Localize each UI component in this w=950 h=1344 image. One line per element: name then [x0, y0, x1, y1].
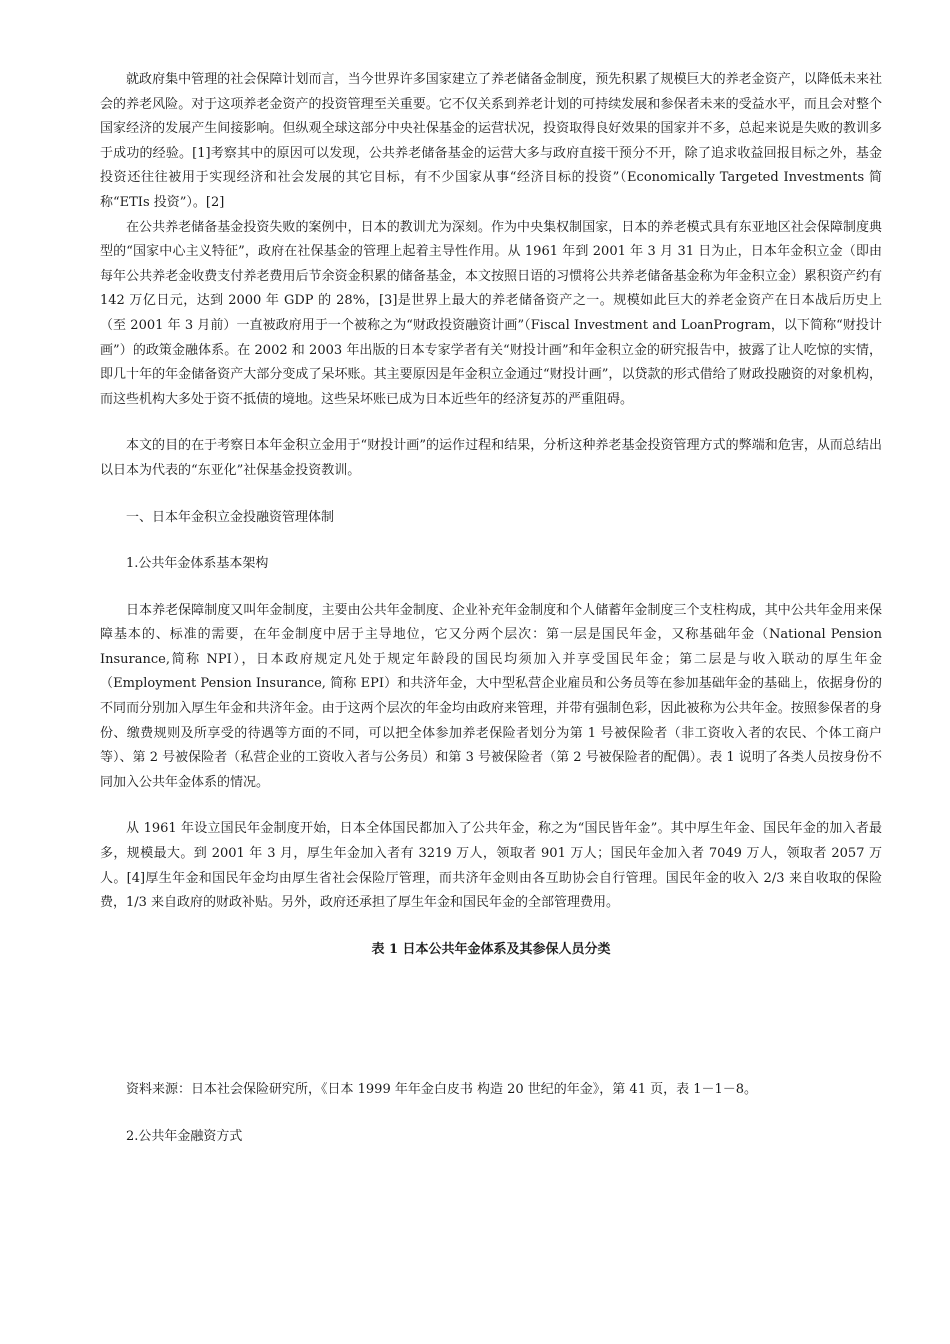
table-title: 表 1 日本公共年金体系及其参保人员分类: [371, 941, 611, 957]
subsection-heading-1: 1.公共年金体系基本架构: [126, 556, 269, 572]
paragraph-japan-case: 在公共养老储备基金投资失败的案例中，日本的教训尤为深刻。作为中央集权制国家，日本的养老模式具有东亚地区社会保障制度典型的“国家中心主义特征”，政府在社保基金的管理上起着主导性作用。从 1961 年到 2001 年 3 月 31 日为止，日本年金积立金（即由每年公共养老金收费支付养老费用后节余资金积累的储备基金，本文按照日语的习惯将公共养老储备基金称为年金积立金）累积资产约有 142 万亿日元，达到 2000 年 GDP 的 28%，[3]是世界上最大的养老储备资产之一。规模如此巨大的养老金资产在日本战后历史上（至 2001 年 3 月前）一直被政府用于一个被称之为“财政投资融资计画”（Fiscal Investment and LoanProgram，以下简称“财投计画”）的政策金融体系。在 2002 和 2003 年出版的日本专家学者有关“财投计画”和年金积立金的研究报告中，披露了让人吃惊的实情，即几十年的年金储备资产大部分变成了呆坏账。其主要原因是年金积立金通过“财投计画”，以贷款的形式借给了财政投融资的对象机构，而这些机构大多处于资不抵债的境地。这些呆坏账已成为日本近些年的经济复苏的严重阻碍。: [100, 219, 882, 407]
table-source-note: 资料来源：日本社会保险研究所，《日本 1999 年年金白皮书 构造 20 世纪的年金》，第 41 页，表 1－1－8。: [126, 1082, 758, 1098]
paragraph-national-pension: 从 1961 年设立国民年金制度开始，日本全体国民都加入了公共年金，称之为“国民皆年金”。其中厚生年金、国民年金的加入者最多，规模最大。到 2001 年 3 月，厚生年金加入者有 3219 万人，领取者 901 万人；国民年金加入者 7049 万人，领取者 2057 万人。[4]厚生年金和国民年金均由厚生省社会保险厅管理，而共济年金则由各互助协会自行管理。国民年金的收入 2/3 来自收取的保险费，1/3 来自政府的财政补贴。另外，政府还承担了厚生年金和国民年金的全部管理费用。: [100, 821, 882, 911]
section-heading-1: 一、日本年金积立金投融资管理体制: [126, 509, 335, 525]
paragraph-purpose: 本文的目的在于考察日本年金积立金用于“财投计画”的运作过程和结果，分析这种养老基金投资管理方式的弊端和危害，从而总结出以日本为代表的“东亚化”社保基金投资教训。: [100, 438, 882, 478]
table-placeholder: [100, 962, 882, 1078]
subsection-heading-2: 2.公共年金融资方式: [126, 1129, 243, 1144]
paragraph-pension-structure: 日本养老保障制度又叫年金制度，主要由公共年金制度、企业补充年金制度和个人储蓄年金制度三个支柱构成，其中公共年金用来保障基本的、标准的需要，在年金制度中居于主导地位，它又分两个层次：第一层是国民年金，又称基础年金（National Pension Insurance,简称 NPI），日本政府规定凡处于规定年龄段的国民均须加入并享受国民年金；第二层是与收入联动的厚生年金（Employment Pension Insurance, 简称 EPI）和共济年金，大中型私营企业雇员和公务员等在参加基础年金的基础上，依据身份的不同而分别加入厚生年金和共济年金。由于这两个层次的年金均由政府来管理，并带有强制色彩，因此被称为公共年金。按照参保者的身份、缴费规则及所享受的待遇等方面的不同，可以把全体参加养老保险者划分为第 1 号被保险者（非工资收入者的农民、个体工商户等）、第 2 号被保险者（私营企业的工资收入者与公务员）和第 3 号被保险者（第 2 号被保险者的配偶）。表 1 说明了各类人员按身份不同加入公共年金体系的情况。: [100, 602, 882, 790]
paragraph-intro: 就政府集中管理的社会保障计划而言，当今世界许多国家建立了养老储备金制度，预先积累了规模巨大的养老金资产，以降低未来社会的养老风险。对于这项养老金资产的投资管理至关重要。它不仅关系到养老计划的可持续发展和参保者未来的受益水平，而且会对整个国家经济的发展产生间接影响。但纵观全球这部分中央社保基金的运营状况，投资取得良好效果的国家并不多，总起来说是失败的教训多于成功的经验。[1]考察其中的原因可以发现，公共养老储备基金的运营大多与政府直接干预分不开，除了追求收益回报目标之外，基金投资还往往被用于实现经济和社会发展的其它目标，有不少国家从事“经济目标的投资”（Economically Targeted Investments 简称“ETIs 投资”）。[2]: [100, 72, 882, 210]
document-page: [100, 68, 882, 1150]
